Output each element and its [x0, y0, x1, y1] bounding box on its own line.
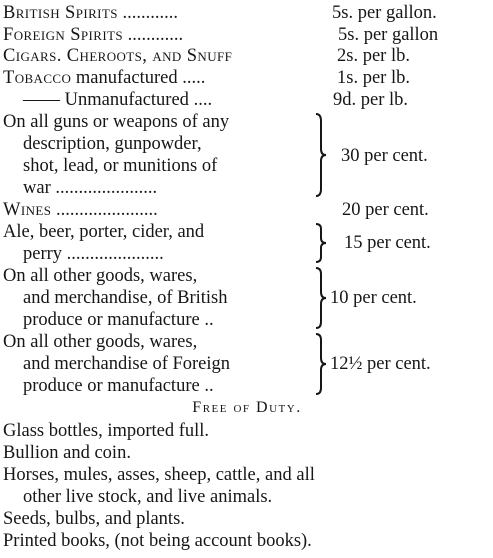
- duty-rate: 30 per cent.: [341, 146, 428, 166]
- duty-group-line: shot, lead, or munitions of: [23, 156, 218, 176]
- brace-icon: [314, 333, 328, 395]
- duty-group-line: produce or manufacture ..: [23, 376, 214, 396]
- duty-leader: ............: [117, 3, 178, 23]
- duty-item: British Spirits: [3, 3, 118, 23]
- duty-rate: 2s. per lb.: [337, 46, 410, 66]
- duty-rate: 12½ per cent.: [330, 354, 431, 374]
- duty-leader: .....: [177, 68, 206, 88]
- duty-item: —— Unmanufactured: [23, 90, 189, 110]
- duty-leader: ......................: [51, 200, 158, 220]
- duty-rate: 5s. per gallon: [338, 25, 439, 45]
- duty-rate: 1s. per lb.: [337, 68, 410, 88]
- duty-rate: 5s. per gallon.: [332, 3, 437, 23]
- brace-icon: [314, 113, 328, 197]
- duty-group-ale: [3, 221, 491, 265]
- duty-group-line: On all other goods, wares,: [3, 332, 198, 352]
- duty-group-line: and merchandise, of British: [23, 288, 228, 308]
- duty-item: Wines: [3, 200, 52, 220]
- free-item: Seeds, bulbs, and plants.: [3, 509, 185, 529]
- duty-group-line: On all other goods, wares,: [3, 266, 198, 286]
- duty-group-line: and merchandise of Foreign: [23, 354, 231, 374]
- duty-item: Cigars. Cheroots, and Snuff: [3, 46, 233, 66]
- free-item: Bullion and coin.: [3, 443, 131, 463]
- free-item: Glass bottles, imported full.: [3, 421, 210, 441]
- duty-leader: ............: [123, 25, 184, 45]
- duty-rate: 9d. per lb.: [333, 90, 409, 110]
- duty-rate: 10 per cent.: [330, 288, 417, 308]
- tariff-page: [3, 0, 491, 558]
- duty-group-british-goods: [3, 265, 491, 331]
- free-item-continuation: other live stock, and live animals.: [23, 487, 273, 507]
- duty-rate: 20 per cent.: [342, 200, 429, 220]
- duty-group-guns: [3, 111, 491, 199]
- brace-icon: [314, 267, 328, 329]
- duty-group-line: perry .....................: [23, 244, 164, 264]
- free-of-duty-heading: Free of Duty.: [192, 399, 302, 416]
- brace-icon: [314, 223, 328, 263]
- duty-item: Foreign Spirits: [3, 25, 124, 45]
- free-item: Horses, mules, asses, sheep, cattle, and all: [3, 465, 315, 485]
- duty-group-line: Ale, beer, porter, cider, and: [3, 222, 205, 242]
- free-item: Printed books, (not being account books).: [3, 531, 312, 551]
- duty-leader: ....: [188, 90, 213, 110]
- duty-item: Tobacco manufactured: [3, 68, 178, 88]
- duty-group-line: description, gunpowder,: [23, 134, 202, 154]
- duty-rate: 15 per cent.: [344, 233, 431, 253]
- duty-group-line: war ......................: [23, 178, 158, 198]
- duty-group-line: On all guns or weapons of any: [3, 112, 230, 132]
- duty-group-line: produce or manufacture ..: [23, 310, 214, 330]
- duty-group-foreign-goods: [3, 331, 491, 397]
